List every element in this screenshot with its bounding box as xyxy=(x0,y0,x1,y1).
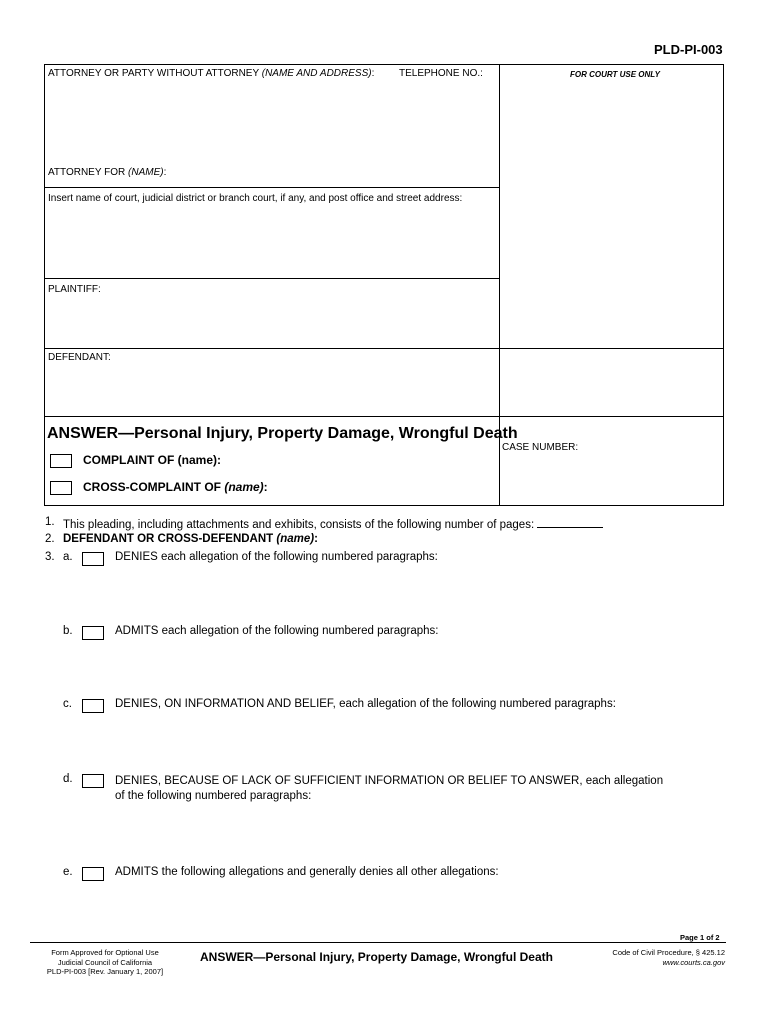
attorney-for-label: ATTORNEY FOR (NAME): xyxy=(48,167,167,178)
item-3a-letter: a. xyxy=(63,551,73,563)
court-name-label: Insert name of court, judicial district or branch court, if any, and post office and street address: xyxy=(48,193,463,204)
page-count-field[interactable] xyxy=(537,516,603,528)
item-3c-text: DENIES, ON INFORMATION AND BELIEF, each allegation of the following numbered paragraphs: xyxy=(115,698,616,710)
item-1-text: This pleading, including attachments and exhibits, consists of the following number of pages: xyxy=(63,516,603,531)
item-3a-text: DENIES each allegation of the following numbered paragraphs: xyxy=(115,551,438,563)
caption-title: ANSWER—Personal Injury, Property Damage, Wrongful Death xyxy=(47,425,518,442)
item-2-number: 2. xyxy=(45,533,55,545)
court-use-label: FOR COURT USE ONLY xyxy=(570,70,660,79)
denies-lack-information-checkbox[interactable] xyxy=(82,774,104,788)
attorney-label: ATTORNEY OR PARTY WITHOUT ATTORNEY (NAME AND ADDRESS): xyxy=(48,68,375,79)
cross-complaint-of-label: CROSS-COMPLAINT OF (name): xyxy=(83,480,268,494)
case-number-label: CASE NUMBER: xyxy=(502,442,579,453)
page-number: Page 1 of 2 xyxy=(680,933,720,942)
plaintiff-label: PLAINTIFF: xyxy=(48,284,101,295)
complaint-of-label: COMPLAINT OF (name): xyxy=(83,453,221,467)
complaint-checkbox[interactable] xyxy=(50,454,72,468)
telephone-label: TELEPHONE NO.: xyxy=(399,68,483,79)
divider-court xyxy=(45,278,500,279)
footer-rule xyxy=(30,942,726,943)
item-3-number: 3. xyxy=(45,551,55,563)
divider-attorney xyxy=(45,187,500,188)
footer-title: ANSWER—Personal Injury, Property Damage, Wrongful Death xyxy=(200,950,553,964)
cross-complaint-checkbox[interactable] xyxy=(50,481,72,495)
item-2-text: DEFENDANT OR CROSS-DEFENDANT (name): xyxy=(63,533,318,545)
item-3e-text: ADMITS the following allegations and generally denies all other allegations: xyxy=(115,866,499,878)
denies-checkbox[interactable] xyxy=(82,552,104,566)
denies-information-belief-checkbox[interactable] xyxy=(82,699,104,713)
footer-approval: Form Approved for Optional Use Judicial Council of California PLD-PI-003 [Rev. January 1, 2007] xyxy=(46,948,164,976)
divider-plaintiff xyxy=(45,348,723,349)
divider-defendant xyxy=(45,416,723,417)
item-3b-letter: b. xyxy=(63,625,73,637)
admits-following-checkbox[interactable] xyxy=(82,867,104,881)
form-id: PLD-PI-003 xyxy=(654,42,723,57)
item-3d-letter: d. xyxy=(63,773,73,785)
item-3e-letter: e. xyxy=(63,866,73,878)
item-3c-letter: c. xyxy=(63,698,72,710)
item-3b-text: ADMITS each allegation of the following numbered paragraphs: xyxy=(115,625,439,637)
item-3d-text: DENIES, BECAUSE OF LACK OF SUFFICIENT INFORMATION OR BELIEF TO ANSWER, each allegation of the following numbered paragraphs: xyxy=(115,775,664,802)
footer-citation: Code of Civil Procedure, § 425.12 www.courts.ca.gov xyxy=(612,948,725,967)
defendant-label: DEFENDANT: xyxy=(48,352,111,363)
item-1-number: 1. xyxy=(45,516,55,528)
admits-checkbox[interactable] xyxy=(82,626,104,640)
